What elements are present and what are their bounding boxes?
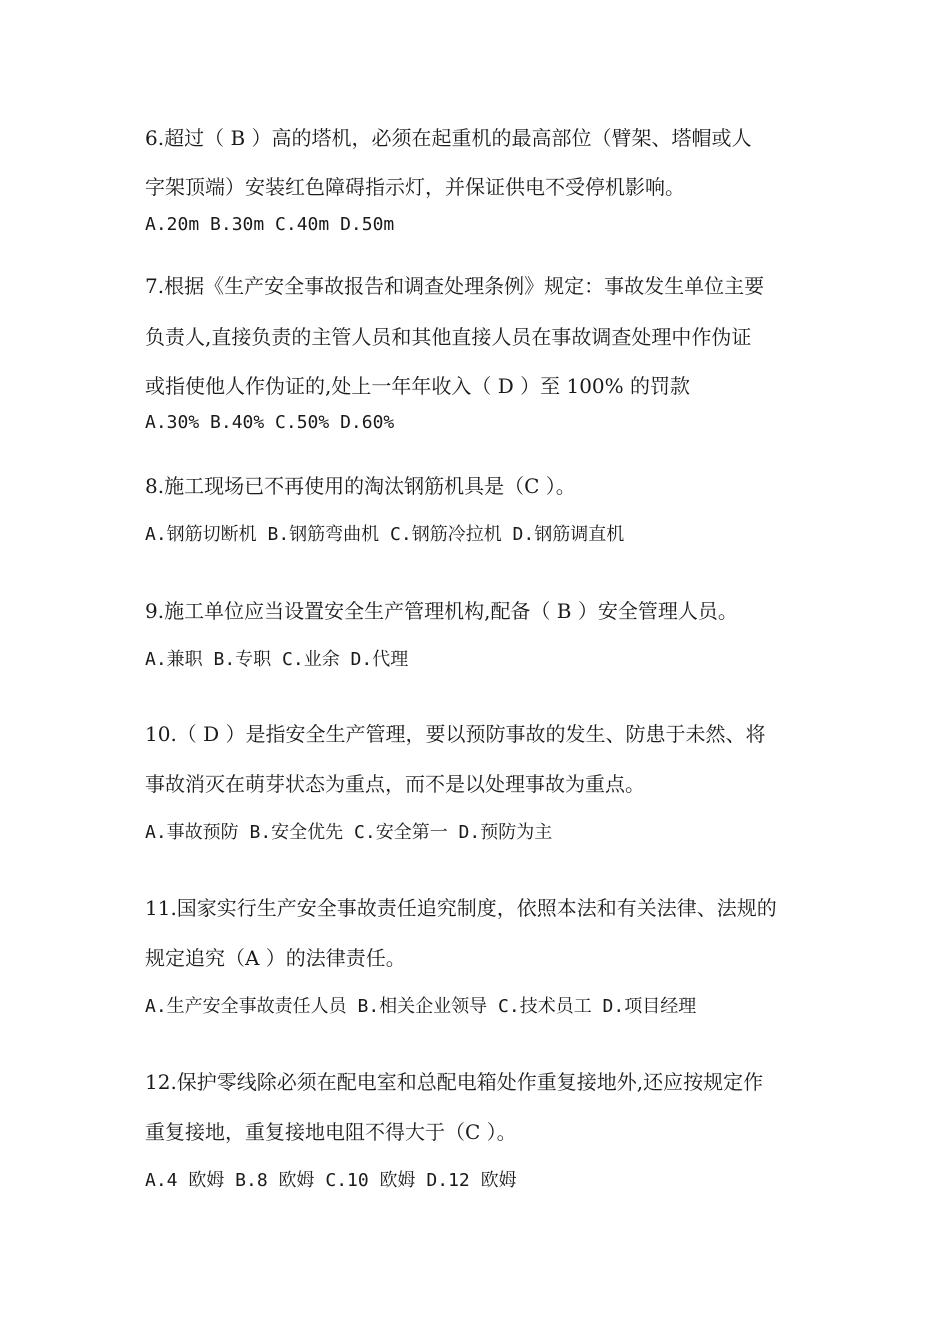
q9-options: A.兼职 B.专职 C.业余 D.代理 — [145, 649, 409, 670]
q11-text-line-2: 规定追究（A ）的法律责任。 — [145, 946, 406, 970]
q9-text-line-1: 9.施工单位应当设置安全生产管理机构,配备（ B ）安全管理人员。 — [145, 599, 738, 623]
q8-options: A.钢筋切断机 B.钢筋弯曲机 C.钢筋冷拉机 D.钢筋调直机 — [145, 524, 625, 545]
q6-text-line-1: 6.超过（ B ）高的塔机，必须在起重机的最高部位（臂架、塔帽或人 — [145, 126, 752, 150]
q11-options: A.生产安全事故责任人员 B.相关企业领导 C.技术员工 D.项目经理 — [145, 996, 697, 1017]
q12-options: A.4 欧姆 B.8 欧姆 C.10 欧姆 D.12 欧姆 — [145, 1170, 517, 1191]
q10-options: A.事故预防 B.安全优先 C.安全第一 D.预防为主 — [145, 822, 553, 843]
q12-text-line-1: 12.保护零线除必须在配电室和总配电箱处作重复接地外,还应按规定作 — [145, 1070, 764, 1094]
q7-text-line-3: 或指使他人作伪证的,处上一年年收入（ D ）至 100% 的罚款 — [145, 374, 690, 398]
q7-options: A.30% B.40% C.50% D.60% — [145, 412, 395, 433]
q6-options: A.20m B.30m C.40m D.50m — [145, 214, 395, 235]
q6-text-line-2: 字架顶端）安装红色障碍指示灯，并保证供电不受停机影响。 — [145, 175, 685, 199]
q7-text-line-2: 负责人,直接负责的主管人员和其他直接人员在事故调查处理中作伪证 — [145, 325, 752, 349]
q12-text-line-2: 重复接地，重复接地电阻不得大于（C ）。 — [145, 1120, 517, 1144]
q8-text-line-1: 8.施工现场已不再使用的淘汰钢筋机具是（C ）。 — [145, 474, 576, 498]
q11-text-line-1: 11.国家实行生产安全事故责任追究制度，依照本法和有关法律、法规的 — [145, 896, 777, 920]
q7-text-line-1: 7.根据《生产安全事故报告和调查处理条例》规定：事故发生单位主要 — [145, 274, 765, 298]
q10-text-line-2: 事故消灭在萌芽状态为重点，而不是以处理事故为重点。 — [145, 772, 645, 796]
q10-text-line-1: 10.（ D ）是指安全生产管理，要以预防事故的发生、防患于未然、将 — [145, 722, 766, 746]
